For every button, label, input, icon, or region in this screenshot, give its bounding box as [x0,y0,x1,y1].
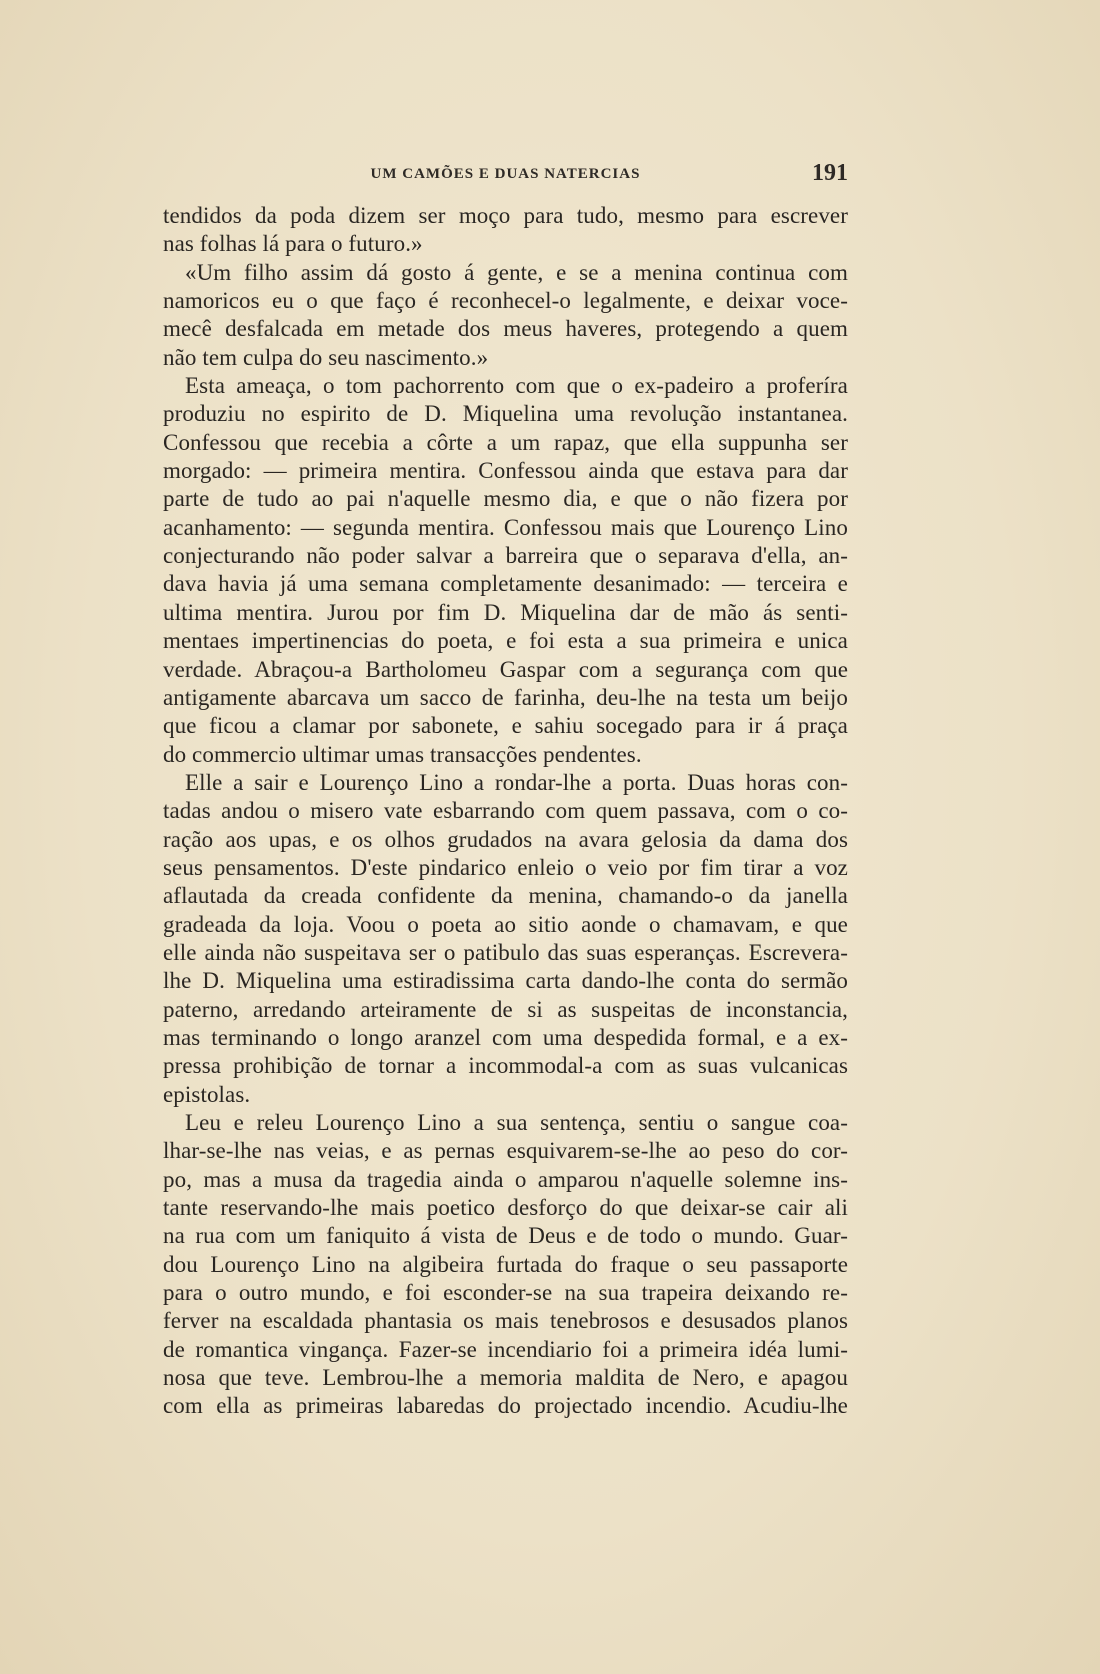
text-line: conjecturando não poder salvar a barreira que o separava d'ella, an- [163,543,848,569]
text-line: tante reservando-lhe mais poetico desforço do que deixar-se cair ali [163,1195,848,1221]
text-line: po, mas a musa da tragedia ainda o amparou n'aquelle solemne ins- [163,1166,848,1192]
text-line: tendidos da poda dizem ser moço para tudo, mesmo para escrever [163,203,848,228]
text-line: seus pensamentos. D'este pindarico enleio o veio por fim tirar a voz [163,854,848,880]
text-line: tadas andou o misero vate esbarrando com quem passava, com o co- [163,798,848,824]
page-header [163,160,848,194]
text-line: não tem culpa do seu nascimento.» [163,344,489,370]
text-line: «Um filho assim dá gosto á gente, e se a menina continua com [185,259,848,285]
text-line: ultima mentira. Jurou por fim D. Miquelina dar de mão ás senti- [163,599,848,625]
text-line: gradeada da loja. Voou o poeta ao sitio aonde o chamavam, e que [163,911,848,937]
text-line: mas terminando o longo aranzel com uma despedida formal, e a ex- [163,1024,848,1050]
text-line: com ella as primeiras labaredas do projectado incendio. Acudiu-lhe [163,1393,848,1419]
text-line: pressa prohibição de tornar a incommodal-a com as suas vulcanicas [163,1053,848,1079]
text-line: namoricos eu o que faço é reconhecel-o legalmente, e deixar voce- [163,288,848,314]
text-line: Confessou que recebia a côrte a um rapaz, que ella suppunha ser [163,429,848,455]
text-line: de romantica vingança. Fazer-se incendiario foi a primeira idéa lumi- [163,1336,848,1362]
text-line: paterno, arredando arteiramente de si as suspeitas de inconstancia, [163,996,848,1022]
page-number: 191 [812,160,848,186]
text-line: do commercio ultimar umas transacções pendentes. [163,741,642,767]
text-line: na rua com um faniquito á vista de Deus e de todo o mundo. Guar- [163,1223,848,1249]
text-line: para o outro mundo, e foi esconder-se na sua trapeira deixando re- [163,1280,848,1306]
text-line: produziu no espirito de D. Miquelina uma revolução instantanea. [163,401,848,427]
text-line: dava havia já uma semana completamente desanimado: — terceira e [163,571,848,597]
text-line: mecê desfalcada em metade dos meus haveres, protegendo a quem [163,316,848,342]
text-line: ferver na escaldada phantasia os mais tenebrosos e desusados planos [163,1308,848,1334]
text-line: morgado: — primeira mentira. Confessou ainda que estava para dar [163,458,848,484]
text-line: ração aos upas, e os olhos grudados na avara gelosia da dama dos [163,826,848,852]
text-line: Elle a sair e Lourenço Lino a rondar-lhe a porta. Duas horas con- [185,769,848,795]
text-line: epistolas. [163,1081,251,1107]
text-line: lhe D. Miquelina uma estiradissima carta dando-lhe conta do sermão [163,968,848,994]
running-title: UM CAMÕES E DUAS NATERCIAS [370,166,641,182]
text-line: nosa que teve. Lembrou-lhe a memoria maldita de Nero, e apagou [163,1365,848,1391]
text-line: parte de tudo ao pai n'aquelle mesmo dia, e que o não fizera por [163,486,848,512]
text-line: elle ainda não suspeitava ser o patibulo das suas esperanças. Escrevera- [163,939,848,965]
text-line: Leu e releu Lourenço Lino a sua sentença, sentiu o sangue coa- [185,1110,848,1135]
text-line: verdade. Abraçou-a Bartholomeu Gaspar com a segurança com que [163,656,848,682]
text-line: lhar-se-lhe nas veias, e as pernas esquivarem-se-lhe ao peso do cor- [163,1138,848,1164]
text-line: dou Lourenço Lino na algibeira furtada do fraque o seu passaporte [163,1251,848,1277]
text-line: acanhamento: — segunda mentira. Confessou mais que Lourenço Lino [163,514,848,540]
text-line: mentaes impertinencias do poeta, e foi esta a sua primeira e unica [163,628,848,654]
text-line: aflautada da creada confidente da menina, chamando-o da janella [163,883,848,909]
text-line: antigamente abarcava um sacco de farinha, deu-lhe na testa um beijo [163,684,848,710]
text-line: nas folhas lá para o futuro.» [163,231,423,257]
text-line: Esta ameaça, o tom pachorrento com que o ex-padeiro a proferíra [185,373,848,399]
body-text [163,202,848,1421]
text-line: que ficou a clamar por sabonete, e sahiu socegado para ir á praça [163,713,848,739]
